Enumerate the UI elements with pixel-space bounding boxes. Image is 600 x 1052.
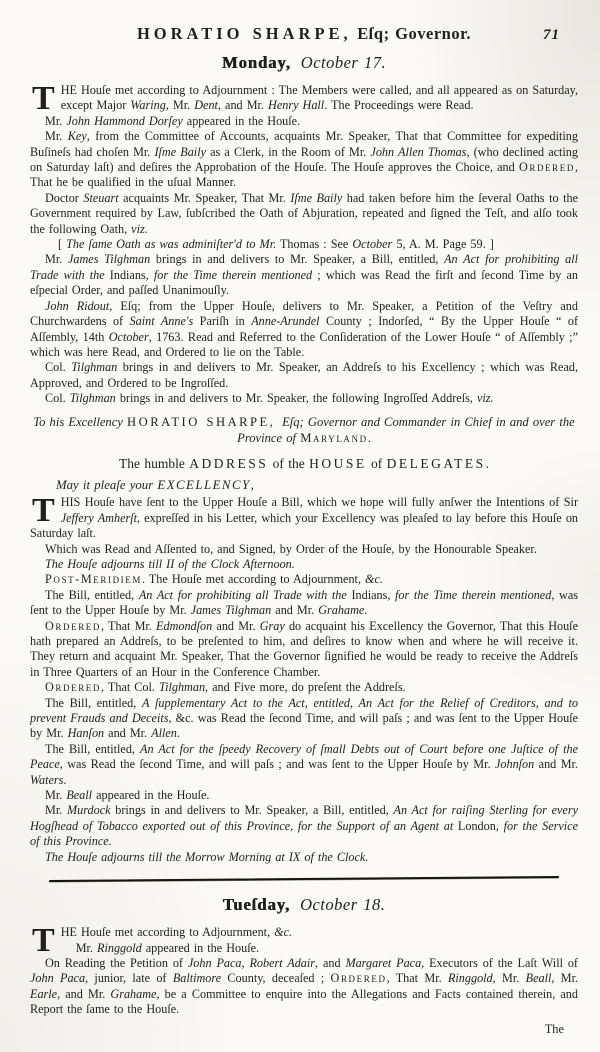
paragraph-adjourn-afternoon	[30, 557, 578, 572]
text-segment: and Mr.	[104, 726, 152, 741]
text-segment: , for the Service of this Province.	[30, 818, 578, 849]
page-body	[30, 52, 578, 1018]
text-segment: Baltimore	[172, 971, 222, 986]
paragraph-tilghman-bill-indians	[30, 252, 578, 298]
paragraph-ordered-present-address	[30, 680, 578, 695]
text-segment: . The Houſe met according to Adjournment,	[141, 572, 366, 587]
text-segment: Waters	[30, 772, 64, 787]
text-segment: of the	[268, 455, 310, 471]
paragraph-house-met	[30, 80, 578, 117]
text-segment: , (who declined acting on Saturday laſt) and deſires the Approbation of the Houſe. The Houſe approves the Choice, and	[30, 144, 578, 175]
text-segment: Margaret Paca	[345, 955, 422, 970]
text-segment: October	[352, 237, 393, 252]
text-segment: Ordered	[518, 160, 575, 175]
drop-cap: T	[32, 492, 55, 530]
text-segment: Mr.	[45, 788, 67, 803]
text-segment: Beall	[66, 788, 93, 803]
text-segment: appeared in the Houſe.	[182, 113, 301, 128]
text-segment: , That he be qualified in the uſual Manner.	[30, 160, 578, 190]
text-segment: and Mr.	[271, 603, 319, 618]
paragraph-bill-indians-sent	[30, 588, 578, 619]
paragraph-steuart-oaths	[30, 191, 578, 237]
text-segment: , expreſſed in his Letter, which your Excellency was pleaſed to lay before this Houſe on Saturday laſt.	[30, 510, 579, 541]
day-section	[30, 894, 578, 1017]
text-segment: John Allen Thomas	[370, 144, 467, 159]
text-segment: and Mr.	[534, 757, 578, 772]
text-segment: Mr.	[45, 803, 67, 818]
text-segment: To his Excellency	[33, 414, 128, 429]
text-segment: Ordered	[45, 680, 102, 695]
text-segment: HIS Houſe have ſent to the Upper Houſe a Bill, which we hope will fully anſwer the Intentions of Sir	[60, 495, 578, 510]
text-segment: [	[58, 237, 67, 252]
text-segment: Ringgold	[447, 971, 493, 986]
paragraph-murdock-bill-tobacco	[30, 803, 578, 849]
paragraph-ordered-edmondson-gray	[30, 619, 578, 681]
text-segment: County ; Indorſed, “ By the Upper Houſe “ of Aſſembly, 14th	[30, 314, 579, 344]
text-segment: , junior, late of	[85, 971, 173, 986]
text-segment: DELEGATES	[386, 455, 486, 471]
text-segment: Iſme Baily	[154, 144, 206, 159]
text-segment: brings in and delivers to Mr. Speaker, a Bill, entitled,	[150, 252, 445, 267]
text-segment: Saint Anne's	[129, 314, 194, 329]
text-segment: HE Houſe met according to Adjournment,	[60, 925, 275, 940]
text-segment: , was ſent to the Upper Houſe by Mr.	[30, 587, 578, 618]
paragraph-ridout-petition	[30, 299, 578, 361]
text-segment: Jeffery Amherſt	[60, 510, 138, 525]
paragraph-address-heading	[30, 414, 578, 447]
text-segment: , That Mr.	[101, 618, 157, 633]
paragraph-bill-creditors	[30, 696, 578, 742]
text-segment: Tilghman	[71, 360, 118, 375]
text-segment: Anne-Arundel	[251, 314, 320, 329]
text-segment: EXCELLENCY	[157, 477, 251, 492]
text-segment: John Paca	[187, 955, 242, 970]
text-segment: as a Clerk, in the Room of Mr.	[206, 144, 371, 159]
text-segment: Steuart	[83, 190, 119, 205]
text-segment: .	[367, 431, 371, 446]
catchword: The	[544, 1021, 564, 1036]
text-segment: , and	[315, 955, 346, 970]
text-segment: Edmondſon	[156, 618, 213, 633]
text-segment: viz.	[131, 221, 148, 236]
text-segment: October	[108, 329, 149, 344]
text-segment: John Hammond Dorſey	[66, 113, 183, 128]
text-segment: , Mr.	[492, 971, 526, 986]
text-segment: . The Proceedings were Read.	[324, 98, 474, 113]
drop-cap: T	[32, 922, 55, 960]
text-segment: A ſupplementary Act to the Act, entitled, An Act for the Relief of Creditors, and to prevent Frauds and Deceits	[30, 695, 578, 726]
text-segment: HORATIO SHARPE,	[127, 414, 283, 429]
page-header	[30, 24, 578, 44]
text-segment: do acquaint his Excellency the Governor, That this Houſe hath prepared an Addreſs, to be preſented to him, and deſires to know when and where he will receive it. They return and acquaint Mr. Speaker, That the Governor ſignified he would be ready to receive the Addreſs in Three Quarters of an Hour in the Conference Chamber.	[30, 618, 578, 679]
day-name: Monday,	[221, 53, 291, 72]
text-segment: , be a Committee to enquire into the Allegations and Facts contained therein, and Report the ſame to the Houſe.	[30, 986, 578, 1017]
text-segment: Tilghman	[158, 680, 206, 695]
text-segment: London	[457, 818, 496, 833]
running-header-name: HORATIO SHARPE,	[136, 24, 352, 43]
paragraph-dorsey-appeared	[30, 114, 578, 129]
text-segment: brings in and delivers to Mr. Speaker, a Bill, entitled,	[110, 803, 394, 818]
paragraph-salutation	[56, 478, 578, 493]
text-segment: The ſame Oath as was adminiſter'd to Mr.	[66, 237, 277, 252]
text-segment: Ordered	[330, 971, 387, 986]
text-segment: Beall	[525, 971, 552, 986]
text-segment: The Bill, entitled,	[45, 741, 140, 756]
paragraph-adjourn-morrow	[30, 850, 578, 865]
text-segment: , and Mr.	[57, 986, 111, 1001]
text-segment: &c.	[274, 925, 293, 940]
text-segment: , Mr.	[551, 971, 578, 986]
text-segment: , Executors of the Laſt Will of	[421, 955, 578, 970]
text-segment: On Reading the Petition of	[45, 955, 188, 970]
text-segment: John Paca	[30, 971, 86, 986]
text-segment: , &c. was Read the ſecond Time, and will paſs ; and was ſent to the Upper Houſe by Mr.	[30, 711, 579, 741]
text-segment: Eſq; Governor and Commander in Chief in and over the Province of	[237, 414, 575, 446]
text-segment: The Bill, entitled,	[45, 695, 143, 710]
text-segment: , That Mr.	[386, 971, 448, 986]
paragraph-read-assented	[30, 542, 578, 557]
text-segment: , Eſq; from the Upper Houſe, delivers to Mr. Speaker, a Petition of the Veſtry and Churchwardens of	[30, 298, 578, 329]
text-segment: Hanſon	[67, 726, 105, 741]
day-heading	[30, 894, 578, 916]
paragraph-paca-petition	[30, 956, 578, 1018]
text-segment: had taken before him the ſeveral Oaths to the Government required by Law, ſubſcribed the Oath of Abjuration, repeated and ſigned the Teſt, and alſo took the following Oath,	[30, 190, 578, 236]
text-segment: Waring	[130, 98, 166, 113]
text-segment: &c.	[365, 572, 383, 587]
text-segment: .	[176, 726, 180, 741]
text-segment: , from the Committee of Accounts, acquaints Mr. Speaker, That that Committee for expediting Buſineſs had choſen Mr.	[30, 129, 578, 159]
text-segment: Ringgold	[97, 940, 142, 955]
text-segment: , for the Time therein mentioned	[387, 587, 552, 602]
text-segment: appeared in the Houſe.	[92, 788, 210, 803]
text-segment: The Houſe adjourns till II of the Clock Afternoon.	[45, 556, 295, 571]
text-segment: Mr.	[45, 252, 68, 267]
text-segment: Pariſh in	[193, 314, 252, 329]
text-segment: John Ridout	[45, 298, 110, 313]
text-segment: , 1763. Read and Referred to the Conſideration of the Lower Houſe “ of Aſſembly ;” which was here Read, and Ordered to lie on the Table.	[30, 329, 578, 359]
text-segment: ADDRESS	[189, 455, 269, 471]
text-segment: brings in and delivers to Mr. Speaker, the following Ingroſſed Addreſs,	[115, 391, 477, 406]
paragraph-tilghman-address	[30, 360, 578, 391]
day-heading	[30, 52, 578, 74]
text-segment: Iſme Baily	[290, 190, 343, 205]
text-segment: Key	[67, 129, 87, 144]
text-segment: Grahame	[318, 603, 365, 618]
text-segment: viz.	[476, 391, 494, 406]
text-segment: Doctor	[45, 190, 84, 205]
day-date: October 18.	[300, 895, 386, 915]
text-segment: Dent	[194, 98, 218, 113]
text-segment: Robert Adair	[249, 955, 316, 970]
text-segment: May it pleaſe your	[56, 477, 158, 492]
day-name: Tueſday,	[222, 895, 291, 915]
text-segment: HE Houſe met according to Adjournment : The Members were called, and all appeared as on Saturday, except Major	[60, 83, 578, 113]
text-segment: 5, A. M. Page 59. ]	[392, 237, 494, 252]
text-segment: Johnſon	[494, 757, 535, 772]
text-segment: Post-Meridiem	[45, 572, 142, 587]
paragraph-key-committee	[30, 129, 578, 191]
text-segment: and Mr.	[212, 618, 260, 633]
text-segment: County, deceaſed ;	[221, 971, 331, 986]
text-segment: Indians	[351, 587, 388, 602]
text-segment: ,	[241, 955, 250, 970]
text-segment: James Tilghman	[190, 603, 272, 618]
text-segment: appeared in the Houſe.	[141, 940, 260, 955]
paragraph-this-house-bill	[30, 492, 579, 541]
text-segment: , and Five more, do preſent the Addreſs.	[205, 680, 406, 695]
text-segment: , and Mr.	[217, 98, 269, 113]
text-segment: Mr.	[45, 129, 68, 144]
text-segment: ; which was Read the firſt and ſecond Time by an eſpecial Order, and paſſed Unanimouſly.	[30, 267, 578, 298]
drop-cap: T	[32, 80, 55, 117]
text-segment: , Mr.	[165, 98, 195, 113]
text-segment: acquaints Mr. Speaker, That Mr.	[118, 190, 291, 205]
text-segment: James Tilghman	[67, 252, 151, 267]
text-segment: , was Read the ſecond Time, and will paſs ; and was ſent to the Upper Houſe by Mr.	[59, 757, 495, 772]
running-header-suffix: Eſq; Governor.	[351, 24, 472, 43]
text-segment: Tilghman	[69, 391, 116, 406]
text-segment: .	[364, 603, 368, 618]
day-date: October 17.	[300, 53, 387, 72]
paragraph-humble-address	[30, 456, 578, 471]
text-segment: HOUSE	[309, 455, 367, 471]
text-segment: Mr.	[45, 113, 67, 128]
paragraph-beall-appeared	[30, 788, 578, 803]
text-segment: Grahame	[110, 986, 157, 1001]
text-segment: , for the Time therein mentioned	[145, 267, 313, 282]
text-segment: The humble	[118, 455, 190, 471]
section-divider	[49, 876, 559, 882]
text-segment: Thomas : See	[276, 237, 353, 252]
text-segment: The Houſe adjourns till the Morrow Morning at IX of the Clock.	[45, 849, 369, 864]
paragraph-post-meridiem	[30, 572, 578, 587]
paragraph-bill-small-debts	[30, 742, 578, 788]
text-segment: Maryland	[300, 431, 368, 446]
text-segment: Col.	[45, 360, 72, 375]
text-segment: Ordered	[45, 618, 102, 633]
text-segment: Mr.	[75, 940, 98, 955]
text-segment: Gray	[259, 618, 285, 633]
text-segment: Earle	[30, 986, 58, 1001]
text-segment: An Act for prohibiting all Trade with the	[138, 587, 352, 602]
text-segment: ,	[250, 477, 254, 492]
day-section	[30, 52, 578, 880]
paragraph-tilghman-ingrossed	[30, 391, 578, 406]
text-segment: An Act for the ſpeedy Recovery of ſmall Debts out of Court before one Juſtice of the Peace	[30, 741, 578, 772]
text-segment: of	[366, 455, 387, 471]
text-segment: Henry Hall	[268, 98, 325, 113]
text-segment: Col.	[45, 391, 70, 406]
text-segment: Murdock	[67, 803, 111, 818]
text-segment: An Act for raiſing Sterling for every Hogſhead of Tobacco exported out of this Province, for the Support of an Agent at	[30, 803, 578, 833]
text-segment: An Act for prohibiting all Trade with the	[30, 252, 578, 282]
text-segment: brings in and delivers to Mr. Speaker, an Addreſs to his Excellency ; which was Read, Approved, and Ordered to be Ingroſſed.	[30, 360, 579, 390]
paragraph-same-oath-note	[30, 237, 578, 252]
paragraph-ringgold-appeared	[30, 941, 578, 956]
text-segment: .	[63, 772, 67, 787]
text-segment: , That Col.	[101, 680, 159, 695]
text-segment: .	[485, 455, 489, 471]
text-segment: Which was Read and Aſſented to, and Signed, by Order of the Houſe, by the Honourable Speaker.	[45, 541, 537, 556]
text-segment: Indians	[109, 267, 146, 282]
text-segment: Allen	[151, 726, 177, 741]
text-segment: The Bill, entitled,	[45, 587, 139, 602]
page-number: 71	[543, 27, 560, 43]
